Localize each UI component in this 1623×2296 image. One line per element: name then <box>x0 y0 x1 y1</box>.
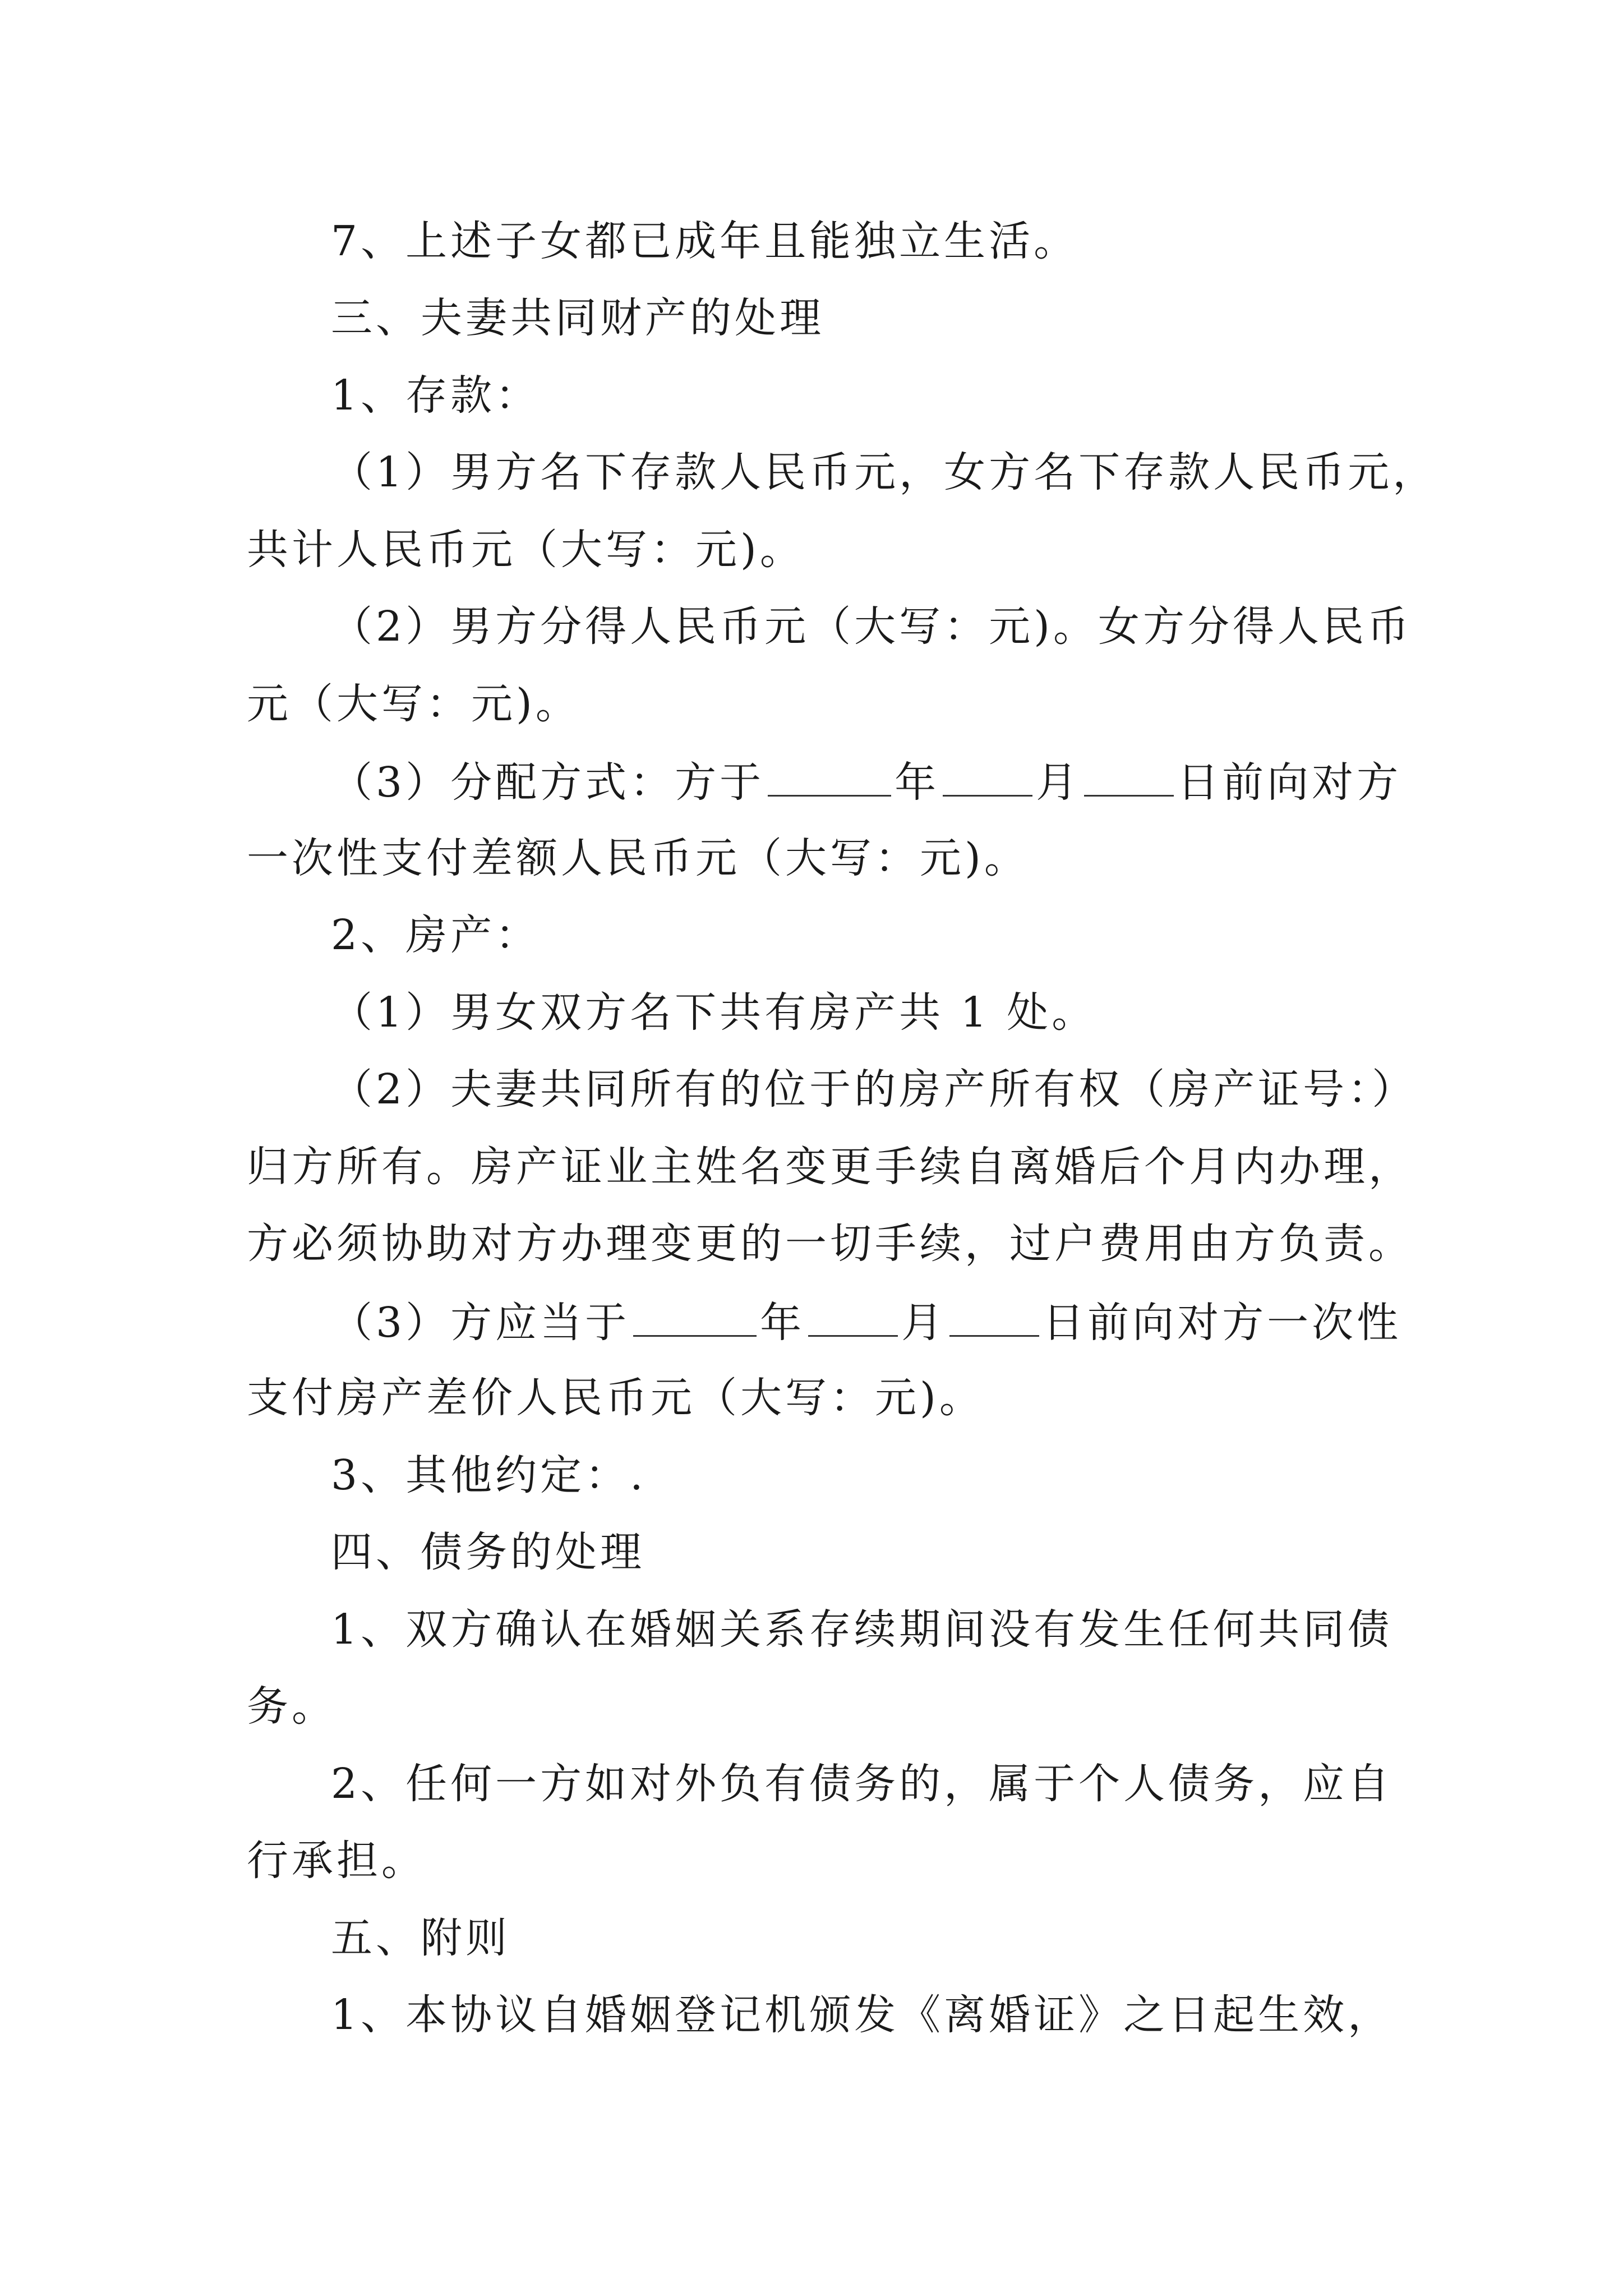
text-line: （1）男女双方名下共有房产共 1 处。 <box>331 988 1097 1037</box>
text-line: 共计人民币元（大写：元)。 <box>247 526 805 574</box>
month-blank <box>943 756 1032 797</box>
text-segment: 年 <box>760 1299 805 1347</box>
month-blank <box>808 1296 898 1337</box>
section-heading: 四、债务的处理 <box>331 1528 645 1576</box>
text-segment: （3）方应当于 <box>331 1299 630 1347</box>
text-line: 务。 <box>247 1682 336 1731</box>
text-segment: 日前向对方 <box>1177 758 1402 807</box>
text-line: （2）男方分得人民币元（大写：元)。女方分得人民币 <box>331 602 1412 651</box>
text-line: 支付房产差价人民币元（大写：元)。 <box>247 1374 984 1422</box>
text-segment: （3）分配方式：方于 <box>331 758 765 807</box>
text-line: （2）夫妻共同所有的位于的房产所有权（房产证号：） <box>331 1065 1417 1114</box>
text-line: 一次性支付差额人民币元（大写：元)。 <box>247 834 1029 882</box>
year-blank <box>633 1296 757 1337</box>
subsection-heading: 3、其他约定：. <box>331 1451 647 1499</box>
year-blank <box>768 756 891 797</box>
section-heading: 五、附则 <box>331 1914 510 1962</box>
day-blank <box>949 1296 1039 1337</box>
text-line: 1、本协议自婚姻登记机颁发《离婚证》之日起生效， <box>331 1991 1393 2039</box>
text-line: 方必须协助对方办理变更的一切手续，过户费用由方负责。 <box>247 1220 1413 1268</box>
text-segment: 日前向对方一次性 <box>1043 1299 1402 1347</box>
subsection-heading: 2、房产： <box>331 911 541 959</box>
text-line: 2、任何一方如对外负有债务的，属于个人债务，应自 <box>331 1760 1393 1808</box>
text-segment: 月 <box>1036 758 1081 807</box>
text-line: 7、上述子女都已成年且能独立生活。 <box>331 217 1079 265</box>
text-segment: 年 <box>895 758 940 807</box>
text-line: 元（大写：元)。 <box>247 680 580 728</box>
section-heading: 三、夫妻共同财产的处理 <box>331 294 824 342</box>
text-line: 行承担。 <box>247 1837 426 1885</box>
subsection-heading: 1、存款： <box>331 371 541 420</box>
text-segment: 月 <box>901 1299 947 1347</box>
text-line: （1）男方名下存款人民币元，女方名下存款人民币元， <box>331 448 1438 496</box>
day-blank <box>1084 756 1174 797</box>
text-line: 1、双方确认在婚姻关系存续期间没有发生任何共同债 <box>331 1605 1393 1654</box>
text-line: 归方所有。房产证业主姓名变更手续自离婚后个月内办理， <box>247 1143 1413 1191</box>
text-line-with-blanks <box>331 756 1401 808</box>
text-line-with-blanks <box>331 1296 1401 1348</box>
